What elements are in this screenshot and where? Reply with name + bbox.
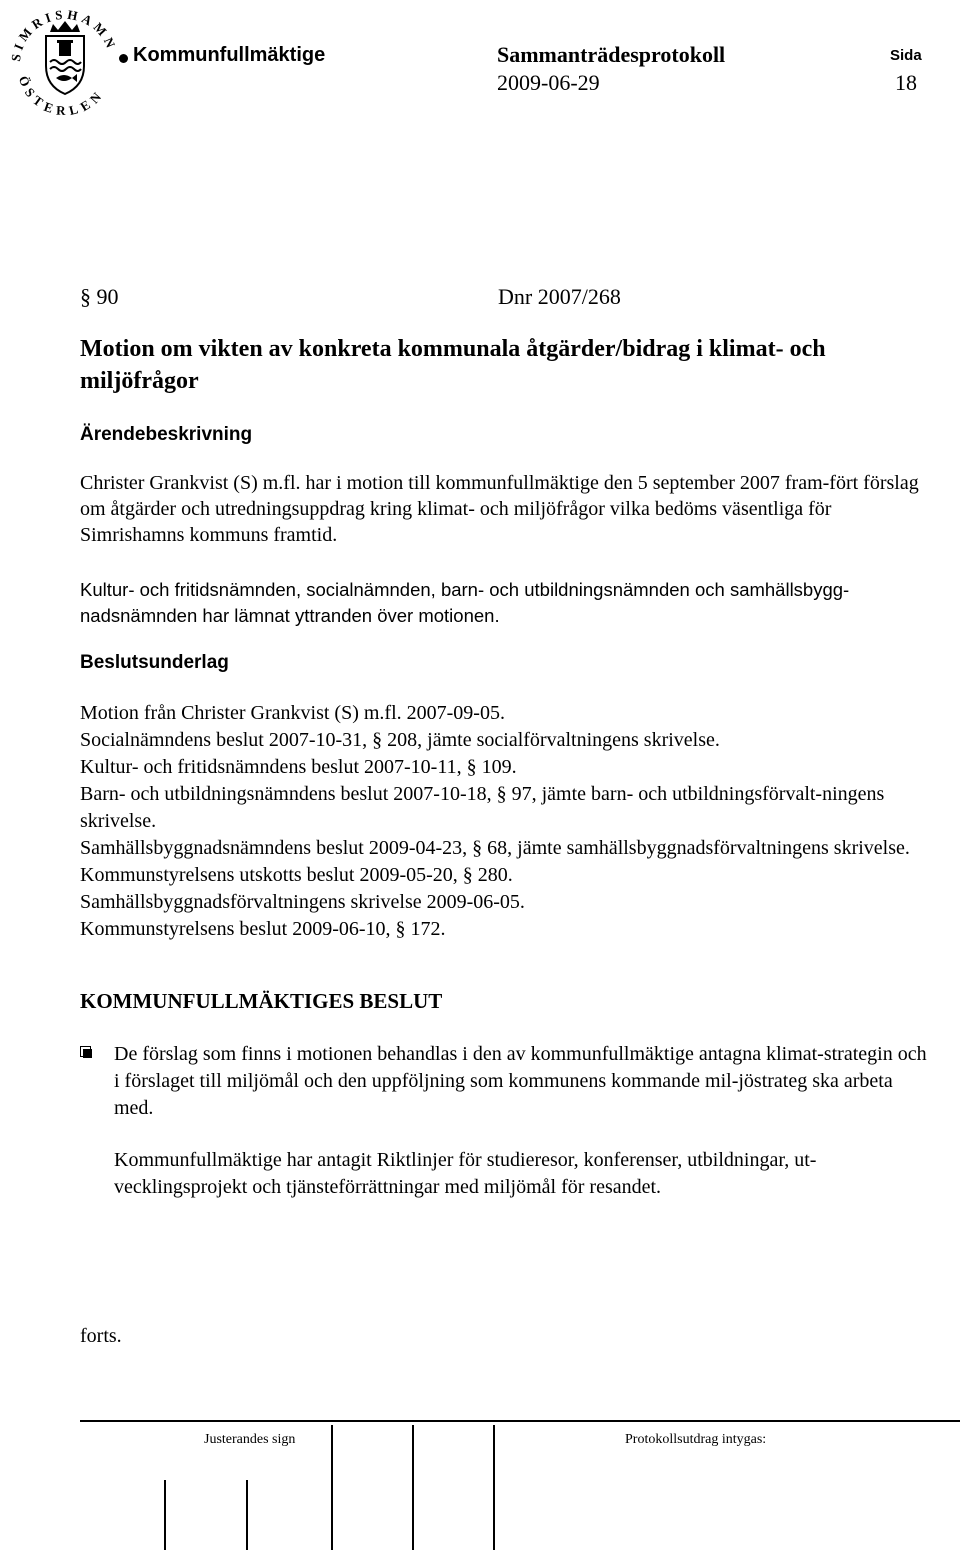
section-number (80, 284, 119, 310)
basis-item: Socialnämndens beslut 2007-10-31, § 208, jämte socialförvaltningens skrivelse. (80, 729, 720, 751)
signature-divider (412, 1425, 414, 1483)
document-type: Sammanträdesprotokoll (497, 42, 726, 67)
protokollsutdrag-label: Protokollsutdrag intygas: (625, 1432, 767, 1447)
basis-item: Kommunstyrelsens beslut 2009-06-10, § 172. (80, 918, 446, 940)
signature-box-line (412, 1480, 414, 1550)
basis-item: Samhällsbyggnadsnämndens beslut 2009-04-23, § 68, jämte samhällsbyggnadsförvaltningens skrivelse. (80, 837, 910, 859)
header-bullet (119, 54, 128, 63)
signature-box-line (246, 1480, 248, 1550)
section-number-value: 90 (96, 284, 119, 309)
description-heading: Ärendebeskrivning (80, 424, 253, 445)
continuation-marker: forts. (80, 1325, 122, 1347)
decision-bullet-text: De förslag som finns i motionen behandlas i den av kommunfullmäktige antagna klimat-strategin och i förslaget till miljömål och den uppföljning som kommunens kommande mil-jöstrateg ska arbeta med. (114, 1043, 927, 1119)
basis-item: Kultur- och fritidsnämndens beslut 2007-10-11, § 109. (80, 756, 517, 778)
basis-item: Samhällsbyggnadsförvaltningens skrivelse 2009-06-05. (80, 891, 525, 913)
description-paragraph-2: Kultur- och fritidsnämnden, socialnämnden, barn- och utbildningsnämnden och samhällsbygg-nadsnämnden har lämnat yttranden över motionen. (80, 579, 850, 626)
signature-box-line (164, 1480, 166, 1550)
signature-box-line (493, 1480, 495, 1550)
decision-heading: KOMMUNFULLMÄKTIGES BESLUT (80, 989, 443, 1013)
meeting-date: 2009-06-29 (497, 70, 600, 95)
basis-item: Barn- och utbildningsnämndens beslut 2007-10-18, § 97, jämte barn- och utbildningsförvalt-ningens skrivelse. (80, 783, 885, 832)
basis-list (80, 700, 940, 943)
footer-rule (80, 1420, 960, 1422)
matter-title: Motion om vikten av konkreta kommunala åtgärder/bidrag i klimat- och miljöfrågor (80, 336, 826, 394)
logo-text-top: SIMRISHAMN (7, 6, 120, 63)
decision-note: Kommunfullmäktige har antagit Riktlinjer för studieresor, konferenser, utbildningar, ut-vecklingsprojekt och tjänsteförrättningar med miljömål för resandet. (114, 1149, 817, 1198)
basis-heading: Beslutsunderlag (80, 652, 229, 673)
description-paragraph-1: Christer Grankvist (S) m.fl. har i motion till kommunfullmäktige den 5 september 2007 fram-fört förslag om åtgärder och utredningsuppdrag kring klimat- och miljöfrågor vilka bedöms väsentliga för Simrishamns kommuns framtid. (80, 472, 919, 546)
section-symbol: § (80, 284, 91, 309)
logo-text-bottom: ÖSTERLEN (15, 73, 108, 119)
basis-item: Kommunstyrelsens utskotts beslut 2009-05-20, § 280. (80, 864, 513, 886)
signature-divider (493, 1425, 495, 1483)
simrishamn-coat-of-arms-logo (6, 2, 124, 120)
basis-item: Motion från Christer Grankvist (S) m.fl. 2007-09-05. (80, 702, 505, 724)
signature-divider (331, 1425, 333, 1483)
square-bullet-icon (80, 1046, 91, 1057)
diary-number: Dnr 2007/268 (498, 284, 621, 309)
signature-box-line (331, 1480, 333, 1550)
page-label: Sida (890, 47, 922, 64)
justerandes-sign-label: Justerandes sign (204, 1432, 296, 1447)
organization-name: Kommunfullmäktige (133, 44, 326, 66)
page-number: 18 (895, 70, 917, 95)
